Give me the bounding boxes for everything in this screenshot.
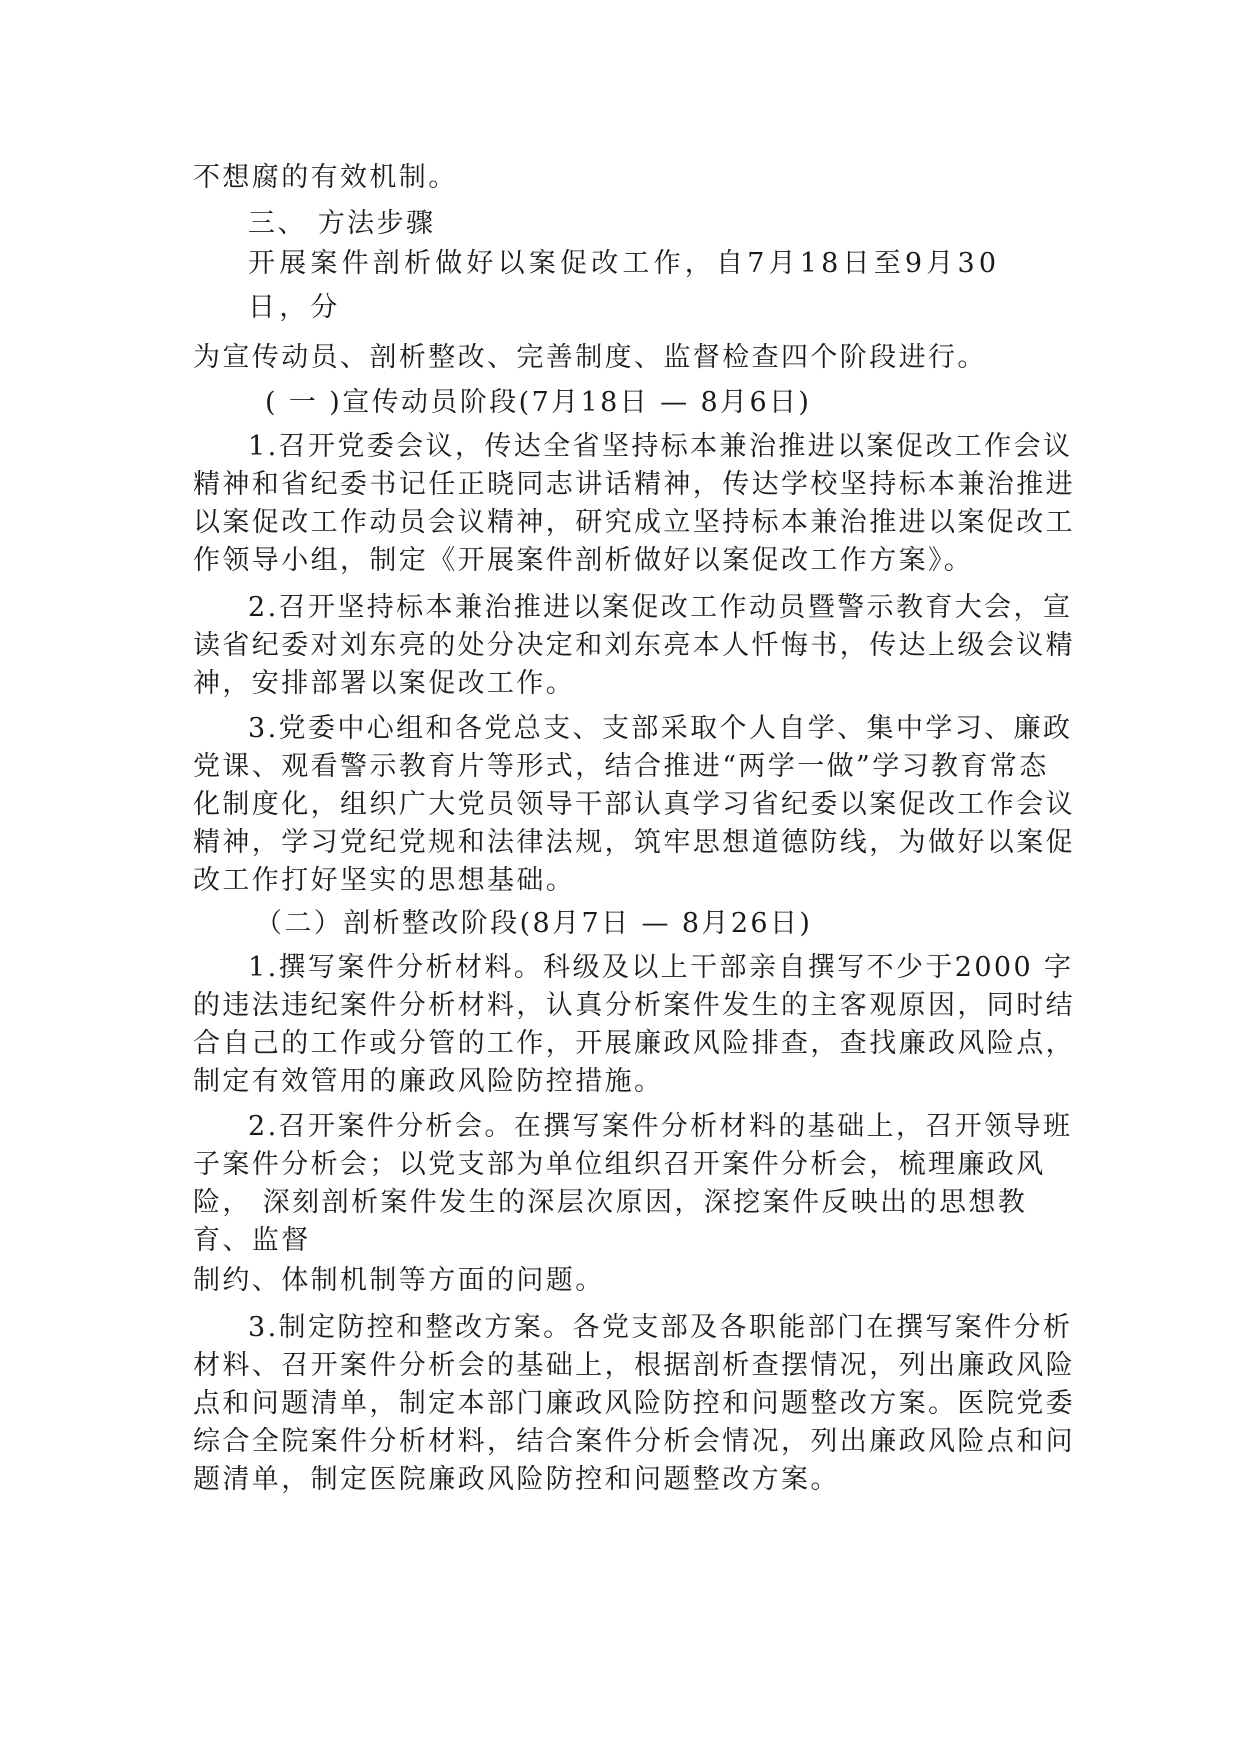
text-line: 不想腐的有效机制。	[193, 162, 458, 193]
text-line: 2.召开案件分析会。在撰写案件分析材料的基础上，召开领导班	[248, 1111, 1073, 1142]
text-line: 开展案件剖析做好以案促改工作，自7月18日至9月30	[248, 248, 1001, 279]
text-line: 为宣传动员、剖析整改、完善制度、监督检查四个阶段进行。	[193, 342, 987, 373]
text-line: 2.召开坚持标本兼治推进以案促改工作动员暨警示教育大会，宣	[248, 592, 1073, 623]
text-line: 精神，学习党纪党规和法律法规，筑牢思想道德防线，为做好以案促	[193, 827, 1075, 858]
text-line: 制约、体制机制等方面的问题。	[193, 1265, 605, 1296]
text-line: 合自己的工作或分管的工作，开展廉政风险排查，查找廉政风险点，	[193, 1028, 1075, 1059]
text-line: 化制度化，组织广大党员领导干部认真学习省纪委以案促改工作会议	[193, 789, 1075, 820]
text-line: 作领导小组，制定《开展案件剖析做好以案促改工作方案》。	[193, 545, 974, 576]
section-heading: 三、 方法步骤	[248, 208, 436, 239]
text-line: 制定有效管用的廉政风险防控措施。	[193, 1066, 664, 1097]
text-line: 材料、召开案件分析会的基础上，根据剖析查摆情况，列出廉政风险	[193, 1350, 1075, 1381]
text-line: 日，分	[248, 292, 342, 323]
text-line: 以案促改工作动员会议精神，研究成立坚持标本兼治推进以案促改工	[193, 507, 1075, 538]
text-line: 子案件分析会；以党支部为单位组织召开案件分析会，梳理廉政风	[193, 1149, 1046, 1180]
text-line: 改工作打好坚实的思想基础。	[193, 865, 576, 896]
text-line: 的违法违纪案件分析材料，认真分析案件发生的主客观原因，同时结	[193, 990, 1075, 1021]
text-line: 读省纪委对刘东亮的处分决定和刘东亮本人忏悔书，传达上级会议精	[193, 630, 1075, 661]
text-line: 党课、观看警示教育片等形式，结合推进“两学一做”学习教育常态	[193, 751, 1049, 782]
subsection-heading: ( 一 )宣传动员阶段(7月18日 — 8月6日)	[265, 387, 812, 418]
text-line: 育、监督	[193, 1225, 311, 1256]
text-line: 精神和省纪委书记任正晓同志讲话精神，传达学校坚持标本兼治推进	[193, 469, 1075, 500]
text-line: 点和问题清单，制定本部门廉政风险防控和问题整改方案。医院党委	[193, 1388, 1075, 1419]
text-line: 1.召开党委会议，传达全省坚持标本兼治推进以案促改工作会议	[248, 431, 1073, 462]
text-line: 3.党委中心组和各党总支、支部采取个人自学、集中学习、廉政	[248, 713, 1073, 744]
text-line: 综合全院案件分析材料，结合案件分析会情况，列出廉政风险点和问	[193, 1426, 1075, 1457]
text-line: 险， 深刻剖析案件发生的深层次原因，深挖案件反映出的思想教	[193, 1187, 1028, 1218]
text-line: 1.撰写案件分析材料。科级及以上干部亲自撰写不少于2000 字	[248, 952, 1074, 983]
text-line: 题清单，制定医院廉政风险防控和问题整改方案。	[193, 1464, 840, 1495]
text-line: 神，安排部署以案促改工作。	[193, 668, 576, 699]
subsection-heading: （二）剖析整改阶段(8月7日 — 8月26日)	[255, 908, 813, 939]
text-line: 3.制定防控和整改方案。各党支部及各职能部门在撰写案件分析	[248, 1312, 1073, 1343]
